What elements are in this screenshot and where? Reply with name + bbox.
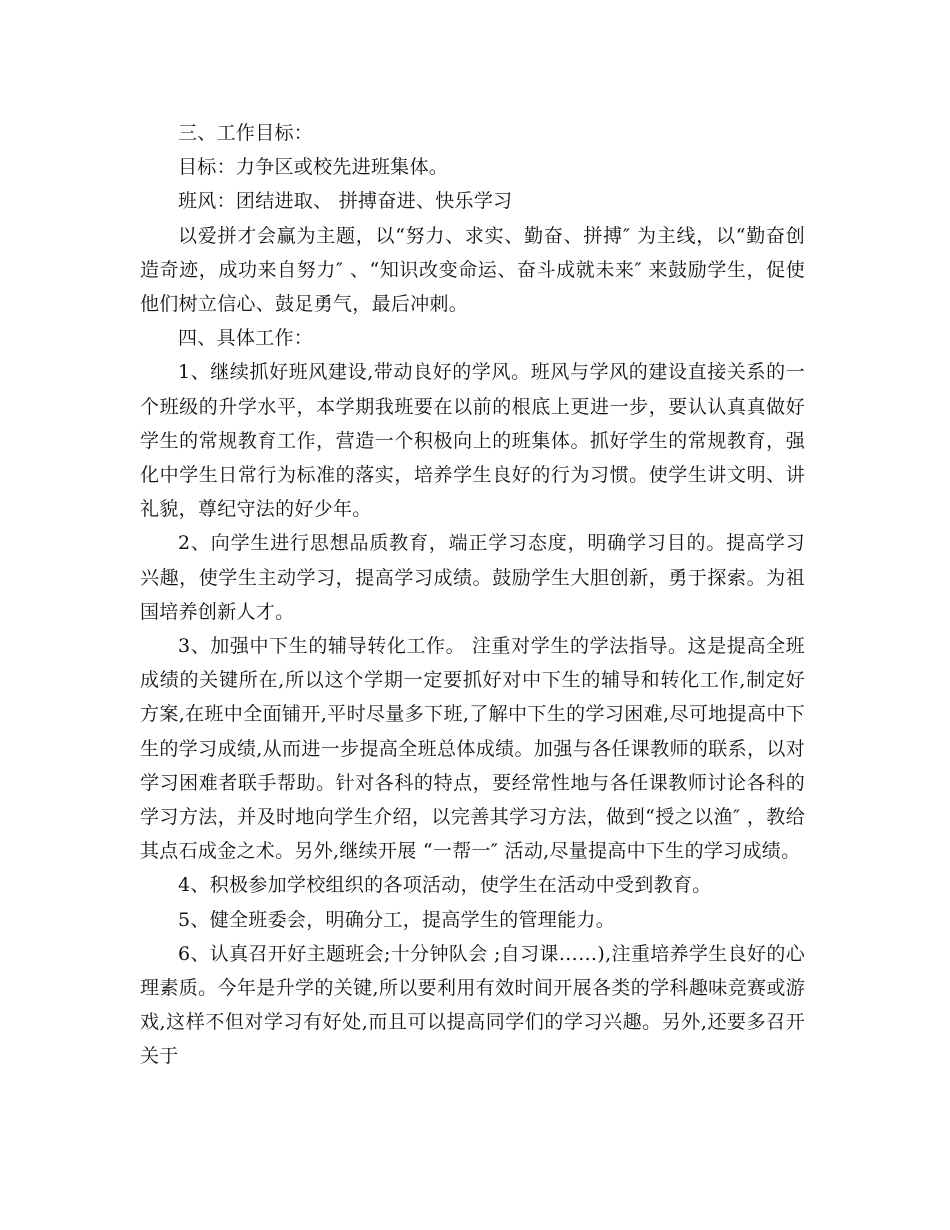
work-item-6: 6、认真召开好主题班会;十分钟队会 ;自习课……),注重培养学生良好的心理素质。今年是升学的关键,所以要利用有效时间开展各类的学科趣味竞赛或游戏,这样不但对学习有好处,而且可以提高同学们的学习兴趣。另外,还要多召开关于	[140, 942, 805, 1068]
section-heading-goals: 三、工作目标：	[178, 122, 314, 144]
theme-paragraph: 以爱拼才会赢为主题，以“努力、求实、勤奋、拼搏″ 为主线，以“勤奋创造奇迹，成功来自努力″ 、“知识改变命运、奋斗成就未来″ 来鼓励学生，促使他们树立信心、鼓足勇气，最后冲刺。	[140, 224, 805, 316]
work-item-4: 4、积极参加学校组织的各项活动，使学生在活动中受到教育。	[178, 874, 712, 897]
class-style-paragraph: 班风：团结进取、 拼搏奋进、快乐学习	[178, 190, 513, 213]
goal-paragraph: 目标：力争区或校先进班集体。	[178, 156, 449, 179]
work-item-1: 1、继续抓好班风建设,带动良好的学风。班风与学风的建设直接关系的一个班级的升学水平，本学期我班要在以前的根底上更进一步，要认认真真做好学生的常规教育工作，营造一个积极向上的班集体。抓好学生的常规教育，强化中学生日常行为标准的落实，培养学生良好的行为习惯。使学生讲文明、讲礼貌，尊纪守法的好少年。	[140, 361, 805, 521]
document-body	[140, 116, 805, 1074]
work-item-3: 3、加强中下生的辅导转化工作。 注重对学生的学法指导。这是提高全班成绩的关键所在,所以这个学期一定要抓好对中下生的辅导和转化工作,制定好方案,在班中全面铺开,平时尽量多下班,了解中下生的学习困难,尽可地提高中下生的学习成绩,从而进一步提高全班总体成绩。加强与各任课教师的联系，以对学习困难者联手帮助。针对各科的特点，要经常性地与各任课教师讨论各科的学习方法，并及时地向学生介绍，以完善其学习方法，做到“授之以渔″ ，教给其点石成金之术。另外,继续开展 “一帮一″ 活动,尽量提高中下生的学习成绩。	[140, 635, 805, 863]
work-item-2: 2、向学生进行思想品质教育，端正学习态度，明确学习目的。提高学习兴趣，使学生主动学习，提高学习成绩。鼓励学生大胆创新，勇于探索。为祖国培养创新人才。	[140, 532, 805, 623]
work-item-5: 5、健全班委会，明确分工，提高学生的管理能力。	[178, 908, 615, 931]
section-heading-work: 四、具体工作：	[178, 327, 314, 350]
